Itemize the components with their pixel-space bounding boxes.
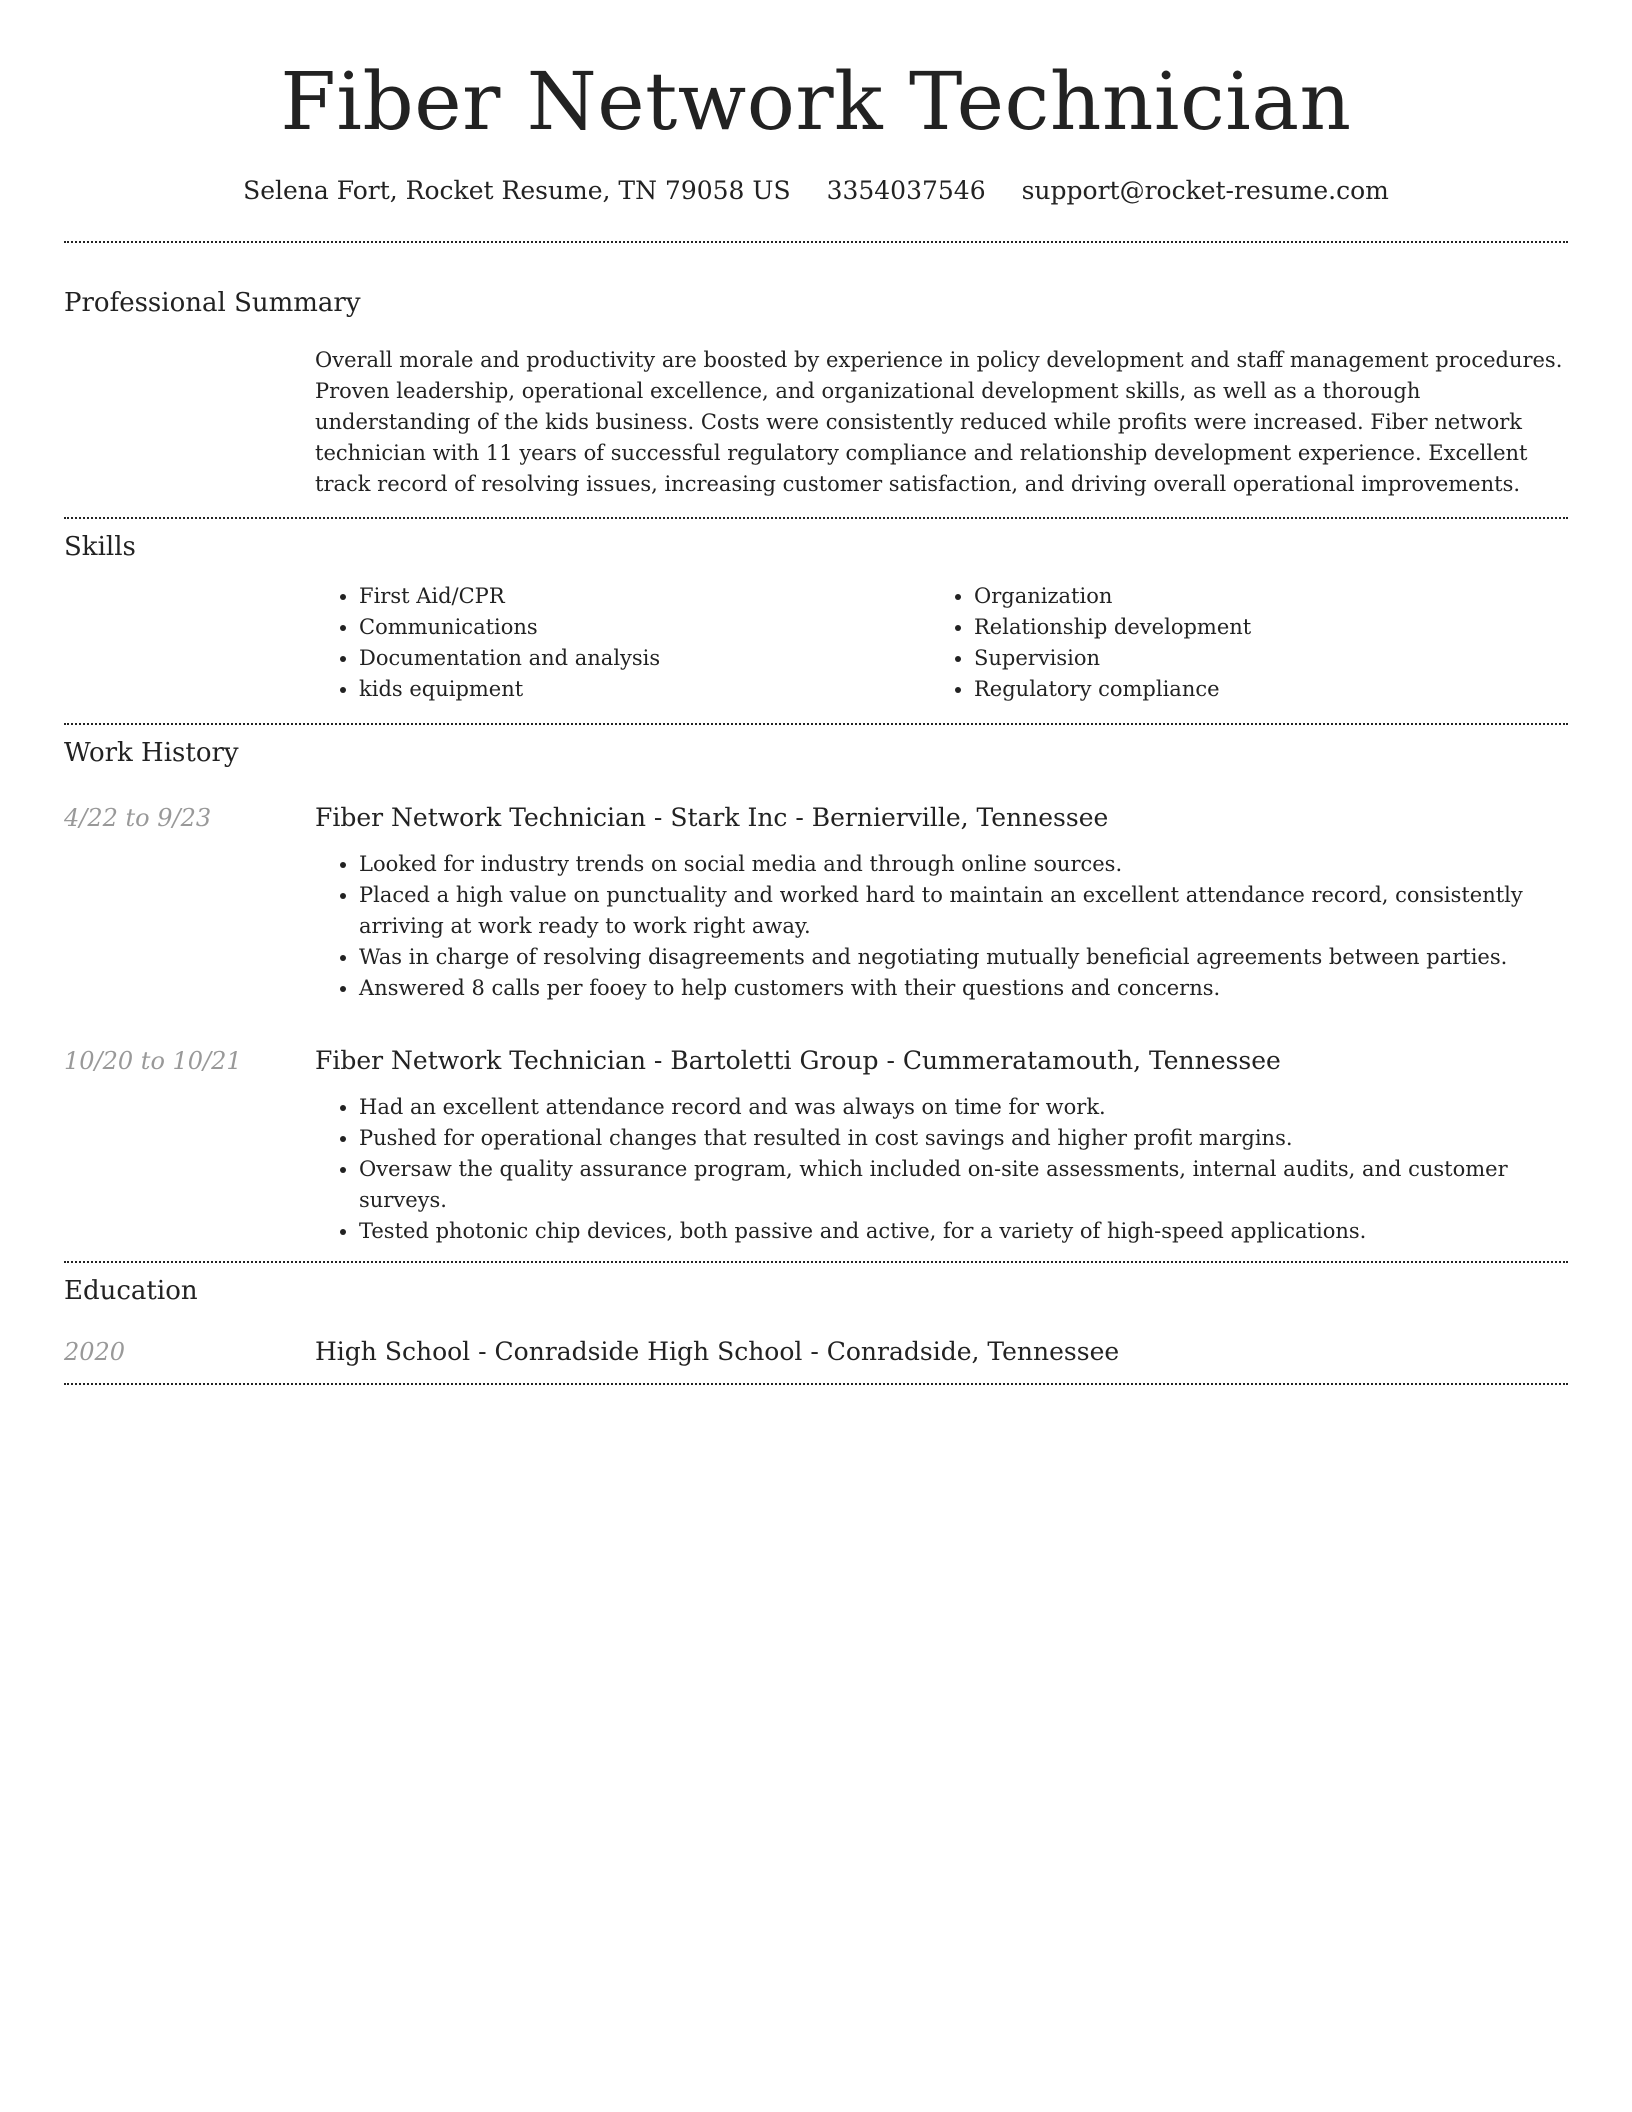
skill-item: • Organization bbox=[974, 581, 1545, 612]
skills-section bbox=[64, 529, 1568, 705]
job-entry bbox=[64, 1044, 1568, 1247]
work-divider bbox=[64, 1261, 1568, 1263]
summary-title: Professional Summary bbox=[64, 288, 361, 318]
job-bullet: • Looked for industry trends on social media and through online sources. bbox=[359, 849, 1568, 880]
skill-item: • Relationship development bbox=[974, 612, 1545, 643]
skill-item: • Regulatory compliance bbox=[974, 674, 1545, 705]
job-body bbox=[315, 1044, 1568, 1247]
job-bullet: • Oversaw the quality assurance program, which included on-site assessments, internal audits, and customer surveys. bbox=[359, 1154, 1568, 1216]
header-divider bbox=[64, 241, 1568, 243]
job-bullet: • Pushed for operational changes that resulted in cost savings and higher profit margins. bbox=[359, 1123, 1568, 1154]
skills-list-right bbox=[930, 581, 1545, 705]
job-heading: Fiber Network Technician - Stark Inc - Bernierville, Tennessee bbox=[315, 803, 1109, 832]
skills-grid bbox=[315, 581, 1568, 705]
job-bullets bbox=[315, 1092, 1568, 1247]
skill-item: • Communications bbox=[359, 612, 930, 643]
summary-divider bbox=[64, 517, 1568, 519]
contact-phone: 3354037546 bbox=[826, 176, 986, 205]
job-entry bbox=[64, 801, 1568, 1004]
skill-item: • First Aid/CPR bbox=[359, 581, 930, 612]
education-section bbox=[64, 1273, 1568, 1369]
education-title: Education bbox=[64, 1276, 198, 1306]
contact-address: Selena Fort, Rocket Resume, TN 79058 US bbox=[243, 176, 791, 205]
skills-list-left bbox=[315, 581, 930, 705]
work-section bbox=[64, 735, 1568, 1247]
job-bullet: • Was in charge of resolving disagreements and negotiating mutually beneficial agreements between parties. bbox=[359, 942, 1568, 973]
job-bullet: • Answered 8 calls per fooey to help customers with their questions and concerns. bbox=[359, 973, 1568, 1004]
education-entry bbox=[64, 1335, 1568, 1369]
education-divider bbox=[64, 1383, 1568, 1385]
education-heading: High School - Conradside High School - Conradside, Tennessee bbox=[315, 1337, 1120, 1366]
skill-item: • kids equipment bbox=[359, 674, 930, 705]
skill-item: • Documentation and analysis bbox=[359, 643, 930, 674]
job-bullets bbox=[315, 849, 1568, 1004]
contact-info bbox=[64, 174, 1568, 208]
summary-text: Overall morale and productivity are boosted by experience in policy development and staff management procedures. Proven leadership, operational excellence, and organizational development skills, as well as a thorough understanding of the kids business. Costs were consistently reduced while profits were increased. Fiber network technician with 11 years of successful regulatory compliance and relationship development experience. Excellent track record of resolving issues, increasing customer satisfaction, and driving overall operational improvements. bbox=[315, 348, 1563, 496]
summary-section bbox=[64, 285, 1568, 500]
education-body bbox=[315, 1335, 1568, 1369]
education-year: 2020 bbox=[64, 1338, 126, 1366]
work-title: Work History bbox=[64, 738, 239, 768]
skills-title: Skills bbox=[64, 532, 136, 562]
skills-divider bbox=[64, 723, 1568, 725]
skill-item: • Supervision bbox=[974, 643, 1545, 674]
job-body bbox=[315, 801, 1568, 1004]
job-dates: 4/22 to 9/23 bbox=[64, 804, 212, 832]
job-bullet: • Tested photonic chip devices, both passive and active, for a variety of high-speed applications. bbox=[359, 1216, 1568, 1247]
job-heading: Fiber Network Technician - Bartoletti Group - Cummeratamouth, Tennessee bbox=[315, 1046, 1281, 1075]
job-bullet: • Placed a high value on punctuality and worked hard to maintain an excellent attendance record, consistently arriving at work ready to work right away. bbox=[359, 880, 1568, 942]
job-bullet: • Had an excellent attendance record and was always on time for work. bbox=[359, 1092, 1568, 1123]
job-dates: 10/20 to 10/21 bbox=[64, 1047, 242, 1075]
contact-email: support@rocket-resume.com bbox=[1021, 176, 1389, 205]
resume-name: Fiber Network Technician bbox=[280, 55, 1352, 148]
